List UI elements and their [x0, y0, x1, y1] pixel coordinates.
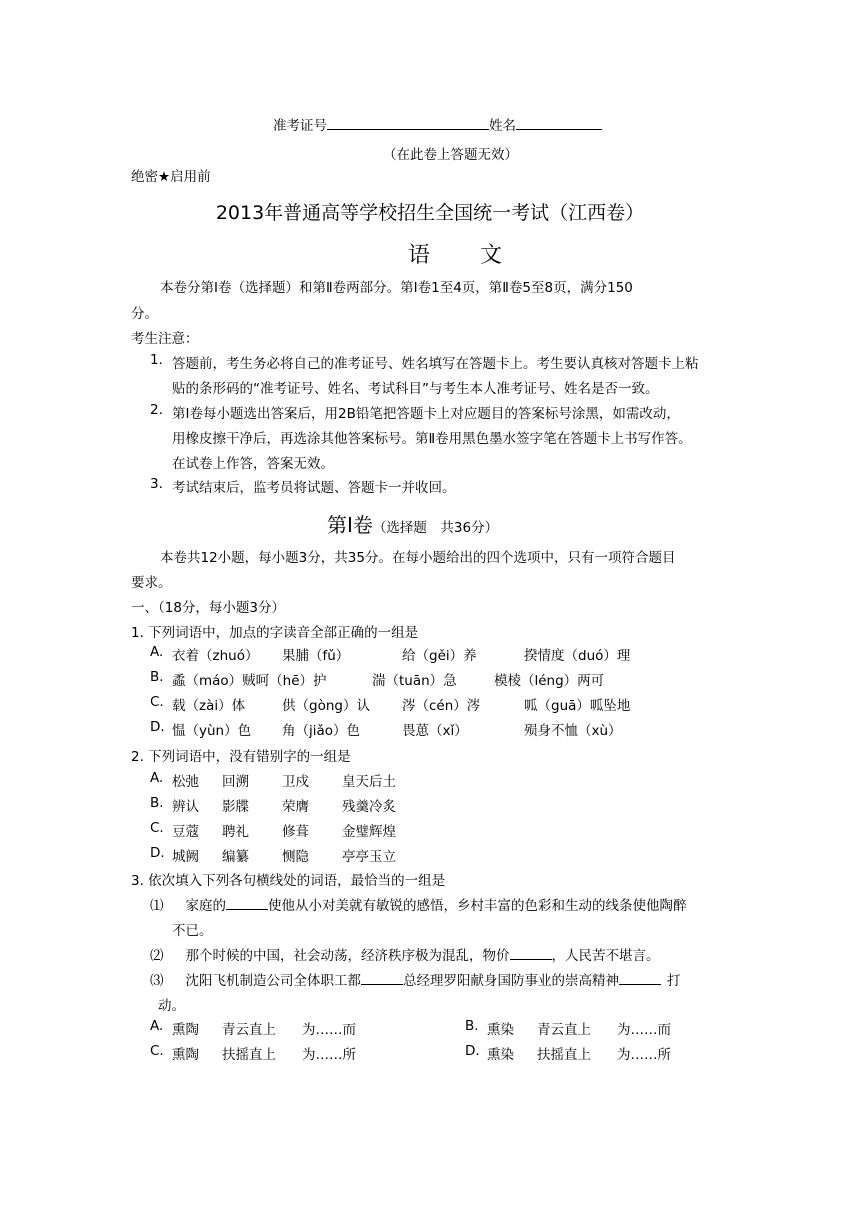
option-letter: B. [465, 1018, 479, 1034]
section-1-title: 第Ⅰ卷 [327, 513, 373, 537]
option-item: 为……所 [617, 1047, 671, 1063]
option-item: 殒身不恤（xù） [524, 723, 622, 739]
name-label: 姓名 [489, 118, 516, 134]
option-item: 豆蔻 [172, 824, 199, 840]
exam-title: 2013年普通高等学校招生全国统一考试（江西卷） [215, 202, 645, 224]
option-item: 松弛 [172, 774, 199, 790]
q2-option-d[interactable] [150, 845, 450, 867]
option-item: 扶摇直上 [537, 1047, 591, 1063]
sentence-text: 沈阳飞机制造公司全体职工都 [185, 973, 361, 989]
option-item: 皇天后土 [342, 774, 396, 790]
intro-line-1: 本卷分第Ⅰ卷（选择题）和第Ⅱ卷两部分。第Ⅰ卷1至4页，第Ⅱ卷5至8页，满分150 [160, 280, 633, 296]
option-item: 果脯（fǔ） [282, 648, 350, 664]
option-item: 熏陶 [172, 1022, 199, 1038]
option-item: 城阙 [172, 849, 199, 865]
option-item: 亭亭玉立 [342, 849, 396, 865]
q3-option-d[interactable] [465, 1043, 735, 1065]
notice-line: 考试结束后，监考员将试题、答题卡一并收回。 [172, 480, 456, 496]
option-letter: C. [150, 1043, 164, 1059]
option-item: 衣着（zhuó） [172, 648, 259, 664]
part-1-title: 一、（18分，每小题3分） [131, 600, 286, 616]
answer-blank[interactable] [226, 897, 268, 910]
option-item: 辨认 [172, 799, 199, 815]
option-item: 涔（cén）涔 [402, 698, 481, 714]
sentence-text: 那个时候的中国，社会动荡，经济秩序极为混乱，物价 [185, 948, 510, 964]
section-1-intro-1: 本卷共12小题，每小题3分，共35分。在每小题给出的四个选项中，只有一项符合题目 [160, 550, 676, 566]
section-1-heading [327, 509, 498, 538]
answer-blank[interactable] [510, 947, 552, 960]
q1-option-c[interactable] [150, 694, 710, 716]
sentence-text: 总经理罗阳献身国防事业的崇高精神 [403, 973, 619, 989]
option-item: 残羹冷炙 [342, 799, 396, 815]
q2-stem: 2. 下列词语中，没有错别字的一组是 [131, 749, 351, 765]
q3-sentence-1 [150, 894, 687, 914]
option-item: 载（zài）体 [172, 698, 246, 714]
notice-label: 考生注意： [131, 331, 199, 347]
option-item: 畏葸（xǐ） [402, 723, 468, 739]
q2-option-c[interactable] [150, 820, 450, 842]
answer-blank[interactable] [619, 972, 661, 985]
option-item: 聘礼 [222, 824, 249, 840]
option-item: 回溯 [222, 774, 249, 790]
sentence-number: ⑵ [150, 948, 164, 964]
intro-line-2: 分。 [131, 306, 158, 322]
notice-line: 答题前，考生务必将自己的准考证号、姓名填写在答题卡上。考生要认真核对答题卡上粘 [172, 356, 699, 372]
option-item: 金璧辉煌 [342, 824, 396, 840]
option-letter: D. [150, 719, 165, 735]
secret-mark: 绝密★启用前 [131, 169, 211, 185]
option-item: 揆情度（duó）理 [524, 648, 631, 664]
q2-option-a[interactable] [150, 770, 450, 792]
notice-line: 在试卷上作答，答案无效。 [172, 456, 334, 472]
name-blank[interactable] [516, 117, 602, 130]
sentence-number: ⑶ [150, 973, 164, 989]
q1-option-a[interactable] [150, 644, 710, 666]
sentence-text: 家庭的 [185, 898, 226, 914]
q3-stem: 3. 依次填入下列各句横线处的词语，最恰当的一组是 [131, 873, 446, 889]
q3-sentence-2 [150, 944, 660, 964]
sentence-text: 使他从小对美就有敏锐的感悟，乡村丰富的色彩和生动的线条使他陶醉 [268, 898, 687, 914]
option-letter: C. [150, 694, 164, 710]
option-item: 修葺 [282, 824, 309, 840]
subject-title: 语文 [407, 243, 552, 268]
option-item: 给（gěi）养 [402, 648, 477, 664]
q3-option-a[interactable] [150, 1018, 420, 1040]
q3-option-c[interactable] [150, 1043, 420, 1065]
option-letter: C. [150, 820, 164, 836]
q3-option-b[interactable] [465, 1018, 735, 1040]
option-item: 呱（guā）呱坠地 [524, 698, 631, 714]
notice-line: 第Ⅰ卷每小题选出答案后，用2B铅笔把答题卡上对应题目的答案标号涂黑，如需改动， [172, 406, 680, 422]
option-item: 熏染 [487, 1047, 514, 1063]
q1-stem: 1. 下列词语中，加点的字读音全部正确的一组是 [131, 625, 419, 641]
q2-option-b[interactable] [150, 795, 450, 817]
option-item: 熏陶 [172, 1047, 199, 1063]
option-item: 荣膺 [282, 799, 309, 815]
option-letter: D. [465, 1043, 480, 1059]
q3-sentence-3-cont: 动。 [158, 998, 185, 1014]
option-item: 影牒 [222, 799, 249, 815]
option-item: 恻隐 [282, 849, 309, 865]
option-item: 扶摇直上 [222, 1047, 276, 1063]
sentence-text: 打 [667, 973, 681, 989]
option-letter: B. [150, 795, 164, 811]
option-letter: A. [150, 1018, 164, 1034]
notice-num: 3. [150, 476, 163, 492]
notice-line: 用橡皮擦干净后，再选涂其他答案标号。第Ⅱ卷用黑色墨水签字笔在答题卡上书写作答。 [172, 431, 692, 447]
option-item: 为……所 [302, 1047, 356, 1063]
option-item: 青云直上 [537, 1022, 591, 1038]
option-item: 湍（tuān）急 [372, 673, 457, 689]
option-item: 为……而 [617, 1022, 671, 1038]
option-item: 青云直上 [222, 1022, 276, 1038]
section-1-intro-2: 要求。 [131, 575, 172, 591]
option-item: 卫戍 [282, 774, 309, 790]
answer-blank[interactable] [361, 972, 403, 985]
exam-number-label: 准考证号 [273, 118, 327, 134]
notice-num: 1. [150, 352, 163, 368]
option-letter: B. [150, 669, 164, 685]
q3-sentence-3 [150, 969, 681, 989]
exam-number-blank[interactable] [327, 117, 489, 130]
option-item: 模棱（léng）两可 [494, 673, 605, 689]
q1-option-d[interactable] [150, 719, 710, 741]
exam-info-line [273, 114, 602, 134]
option-item: 编纂 [222, 849, 249, 865]
option-item: 角（jiǎo）色 [282, 723, 361, 739]
invalid-note: （在此卷上答题无效） [383, 147, 518, 163]
option-item: 为……而 [302, 1022, 356, 1038]
option-item: 愠（yùn）色 [172, 723, 252, 739]
sentence-text: ，人民苦不堪言。 [551, 948, 660, 964]
option-letter: A. [150, 644, 164, 660]
q1-option-b[interactable] [150, 669, 710, 691]
sentence-number: ⑴ [150, 898, 164, 914]
q3-sentence-1-cont: 不已。 [172, 923, 213, 939]
section-1-subtitle: （选择题 共36分） [372, 520, 499, 536]
option-letter: A. [150, 770, 164, 786]
option-item: 熏染 [487, 1022, 514, 1038]
notice-num: 2. [150, 402, 163, 418]
notice-line: 贴的条形码的“准考证号、姓名、考试科目”与考生本人准考证号、姓名是否一致。 [172, 381, 659, 397]
option-item: 供（gòng）认 [282, 698, 370, 714]
option-letter: D. [150, 845, 165, 861]
option-item: 蟊（máo）贼呵（hē）护 [172, 673, 327, 689]
